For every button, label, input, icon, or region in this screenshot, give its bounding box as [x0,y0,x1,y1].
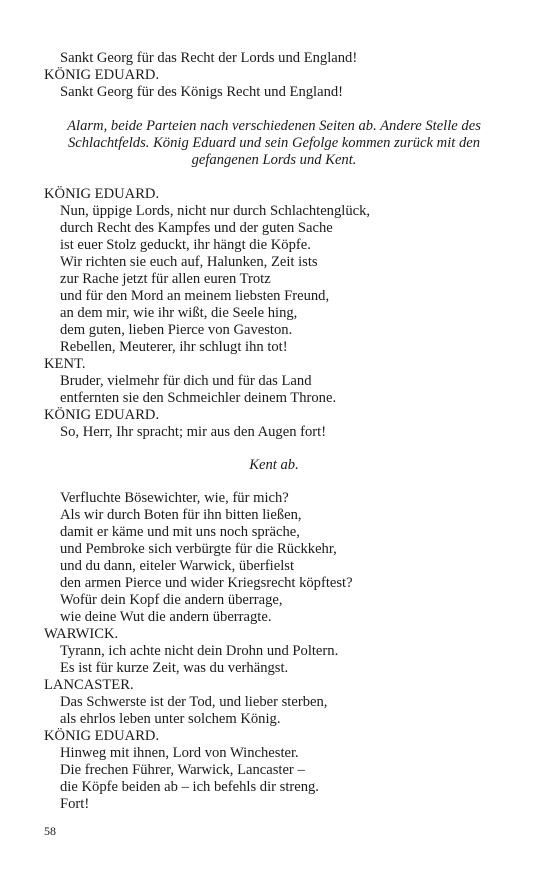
verse-line: wie deine Wut die andern überragte. [60,609,272,625]
verse-line: den armen Pierce und wider Kriegsrecht köpftest? [60,575,353,591]
dialogue-block-2 [44,186,504,441]
verse-line: Sankt Georg für das Recht der Lords und England! [60,50,358,66]
speaker-name: KÖNIG EDUARD. [44,728,160,744]
speaker-name: LANCASTER. [44,677,134,693]
speaker-name: WARWICK. [44,626,119,642]
stage-direction-line: Alarm, beide Parteien nach verschiedenen Seiten ab. Andere Stelle des [67,118,481,134]
verse-line: Wir richten sie euch auf, Halunken, Zeit ists [60,254,318,270]
verse-line: und du dann, eiteler Warwick, überfielst [60,558,295,574]
verse-line: Als wir durch Boten für ihn bitten ließen, [60,507,302,523]
verse-line: dem guten, lieben Pierce von Gaveston. [60,322,293,338]
verse-line: entfernten sie den Schmeichler deinem Throne. [60,390,337,406]
page-number: 58 [44,824,56,838]
stage-direction-kent-exit: Kent ab. [249,457,299,473]
stage-direction-2 [44,457,504,474]
verse-line: Es ist für kurze Zeit, was du verhängst. [60,660,289,676]
verse-line: und für den Mord an meinem liebsten Freund, [60,288,330,304]
verse-line: Bruder, vielmehr für dich und für das Land [60,373,312,389]
verse-line: Das Schwerste ist der Tod, und lieber sterben, [60,694,328,710]
speaker-name: KÖNIG EDUARD. [44,67,160,83]
verse-line: Fort! [60,796,90,812]
speaker-name: KENT. [44,356,86,372]
verse-line: zur Rache jetzt für allen euren Trotz [60,271,271,287]
verse-line: Verfluchte Bösewichter, wie, für mich? [60,490,289,506]
verse-line: als ehrlos leben unter solchem König. [60,711,281,727]
stage-direction-1 [44,118,504,169]
verse-line: Nun, üppige Lords, nicht nur durch Schlachtenglück, [60,203,371,219]
verse-line: und Pembroke sich verbürgte für die Rückkehr, [60,541,337,557]
dialogue-block-1 [44,50,504,101]
verse-line: Sankt Georg für des Königs Recht und England! [60,84,344,100]
verse-line: Rebellen, Meuterer, ihr schlugt ihn tot! [60,339,288,355]
stage-direction-line: Schlachtfelds. König Eduard und sein Gefolge kommen zurück mit den [67,135,481,151]
verse-line: durch Recht des Kampfes und der guten Sache [60,220,333,236]
verse-line: Hinweg mit ihnen, Lord von Winchester. [60,745,299,761]
stage-direction-line: gefangenen Lords und Kent. [191,152,357,168]
verse-line: Die frechen Führer, Warwick, Lancaster – [60,762,305,778]
verse-line: Tyrann, ich achte nicht dein Drohn und Poltern. [60,643,339,659]
verse-line: Wofür dein Kopf die andern überrage, [60,592,283,608]
verse-line: So, Herr, Ihr spracht; mir aus den Augen fort! [60,424,327,440]
speaker-name: KÖNIG EDUARD. [44,407,160,423]
verse-line: die Köpfe beiden ab – ich befehls dir streng. [60,779,319,795]
dialogue-block-3 [44,490,504,813]
verse-line: an dem mir, wie ihr wißt, die Seele hing, [60,305,298,321]
verse-line: ist euer Stolz geduckt, ihr hängt die Köpfe. [60,237,311,253]
speaker-name: KÖNIG EDUARD. [44,186,160,202]
verse-line: damit er käme und mit uns noch spräche, [60,524,300,540]
